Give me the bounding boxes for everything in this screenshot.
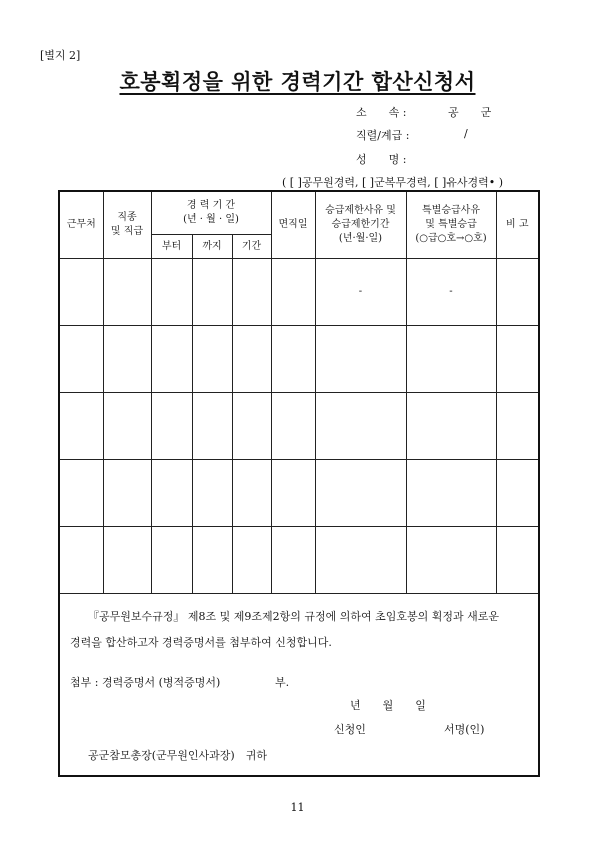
header-to: 까지	[192, 235, 232, 259]
cell-duration[interactable]	[232, 326, 271, 393]
cell-dismissal[interactable]	[271, 259, 315, 326]
cell-from[interactable]	[151, 460, 192, 527]
affiliation-label: 소 속 :	[356, 106, 407, 119]
declaration-line1: 『공무원보수규정』 제8조 및 제9조제2항의 규정에 의하여 초임호봉의 획정과 새로운	[88, 610, 499, 623]
cell-duration[interactable]	[232, 460, 271, 527]
cell-from[interactable]	[151, 393, 192, 460]
signature-label[interactable]: 서명(인)	[444, 723, 485, 736]
cell-restriction[interactable]	[315, 460, 406, 527]
cell-job[interactable]	[103, 460, 151, 527]
cell-workplace[interactable]	[59, 326, 103, 393]
cell-workplace[interactable]	[59, 527, 103, 594]
cell-duration[interactable]	[232, 393, 271, 460]
cell-job[interactable]	[103, 259, 151, 326]
cell-remarks[interactable]	[496, 527, 539, 594]
cell-to[interactable]	[192, 326, 232, 393]
cell-workplace[interactable]	[59, 393, 103, 460]
header-duration: 기간	[232, 235, 271, 259]
applicant-label: 신청인	[334, 723, 366, 736]
cell-to[interactable]	[192, 259, 232, 326]
application-date[interactable]: 년 월 일	[350, 699, 426, 712]
cell-remarks[interactable]	[496, 259, 539, 326]
cell-special[interactable]: -	[406, 259, 496, 326]
cell-special[interactable]	[406, 460, 496, 527]
table-row	[59, 527, 539, 594]
cell-job[interactable]	[103, 393, 151, 460]
declaration-box	[58, 594, 540, 777]
form-title: 호봉획정을 위한 경력기간 합산신청서	[119, 70, 476, 94]
cell-dismissal[interactable]	[271, 393, 315, 460]
cell-duration[interactable]	[232, 527, 271, 594]
career-table	[58, 190, 540, 594]
affiliation-value: 공 군	[448, 106, 492, 119]
cell-dismissal[interactable]	[271, 460, 315, 527]
form-label: [별지 2]	[40, 49, 81, 62]
table-row	[59, 460, 539, 527]
cell-from[interactable]	[151, 259, 192, 326]
attachment-text: 첨부 : 경력증명서 (병적증명서)	[70, 676, 221, 689]
cell-special[interactable]	[406, 527, 496, 594]
cell-remarks[interactable]	[496, 393, 539, 460]
cell-job[interactable]	[103, 527, 151, 594]
cell-restriction[interactable]: -	[315, 259, 406, 326]
cell-dismissal[interactable]	[271, 326, 315, 393]
recipient: 공군참모총장(군무원인사과장) 귀하	[88, 749, 267, 762]
cell-workplace[interactable]	[59, 460, 103, 527]
header-restriction: 승급제한사유 및 승급제한기간 (년·월·일)	[315, 191, 406, 259]
header-remarks: 비 고	[496, 191, 539, 259]
cell-restriction[interactable]	[315, 326, 406, 393]
table-row	[59, 326, 539, 393]
rank-value: /	[464, 127, 468, 140]
cell-special[interactable]	[406, 326, 496, 393]
declaration-line2: 경력을 합산하고자 경력증명서를 첨부하여 신청합니다.	[70, 636, 332, 649]
header-special-promotion: 특별승급사유 및 특별승급 (○급○호→○호)	[406, 191, 496, 259]
name-label: 성 명 :	[356, 153, 407, 166]
cell-remarks[interactable]	[496, 326, 539, 393]
cell-from[interactable]	[151, 527, 192, 594]
header-dismissal-date: 면직일	[271, 191, 315, 259]
cell-dismissal[interactable]	[271, 527, 315, 594]
cell-remarks[interactable]	[496, 460, 539, 527]
cell-to[interactable]	[192, 393, 232, 460]
cell-special[interactable]	[406, 393, 496, 460]
rank-label: 직렬/계급 :	[356, 129, 410, 142]
header-job-kind: 직종 및 직급	[103, 191, 151, 259]
cell-job[interactable]	[103, 326, 151, 393]
header-workplace: 근무처	[59, 191, 103, 259]
cell-to[interactable]	[192, 460, 232, 527]
table-row	[59, 259, 539, 326]
career-type-checkboxes[interactable]: ( [ ]공무원경력, [ ]군복무경력, [ ]유사경력• )	[282, 176, 504, 189]
header-from: 부터	[151, 235, 192, 259]
cell-duration[interactable]	[232, 259, 271, 326]
cell-from[interactable]	[151, 326, 192, 393]
table-row	[59, 393, 539, 460]
header-period: 경 력 기 간 (년 · 월 · 일)	[151, 191, 271, 235]
page-number: 11	[290, 801, 305, 814]
cell-workplace[interactable]	[59, 259, 103, 326]
attachment-unit: 부.	[275, 676, 290, 689]
cell-to[interactable]	[192, 527, 232, 594]
cell-restriction[interactable]	[315, 393, 406, 460]
cell-restriction[interactable]	[315, 527, 406, 594]
